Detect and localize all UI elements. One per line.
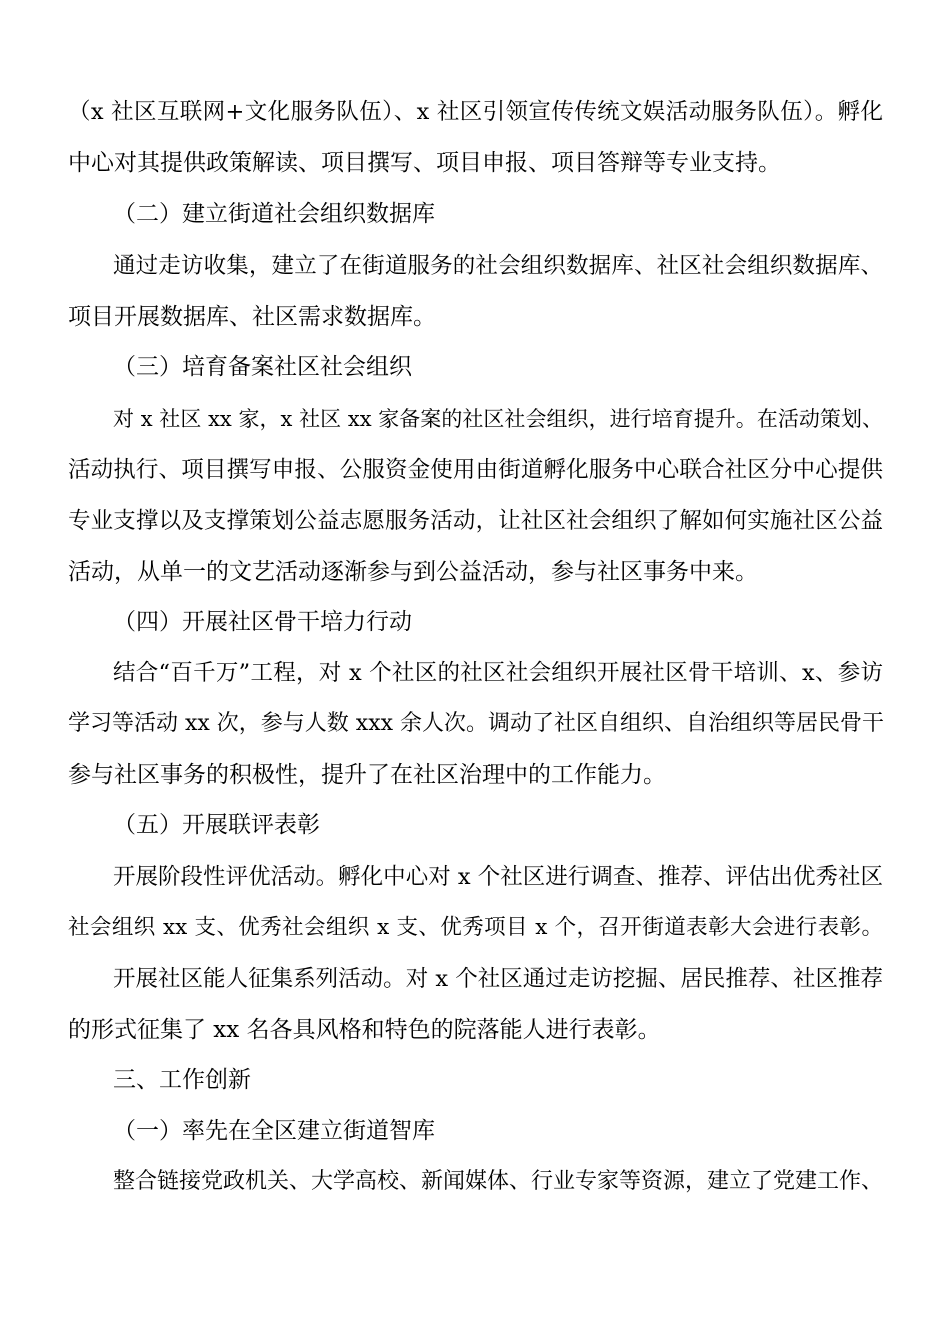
- paragraph-line: 专业支撑以及支撑策划公益志愿服务活动，让社区社会组织了解如何实施社区公益: [68, 508, 883, 534]
- section-heading: （四）开展社区骨干培力行动: [113, 609, 412, 635]
- paragraph-line: 参与社区事务的积极性，提升了在社区治理中的工作能力。: [68, 762, 666, 788]
- paragraph-line: 结合“百千万”工程，对 x 个社区的社区社会组织开展社区骨干培训、x、参访: [113, 660, 883, 686]
- paragraph-line: 学习等活动 xx 次，参与人数 xxx 余人次。调动了社区自组织、自治组织等居民骨干: [68, 711, 885, 736]
- chapter-heading: 三、工作创新: [113, 1067, 251, 1093]
- paragraph-line: 开展阶段性评优活动。孵化中心对 x 个社区进行调查、推荐、评估出优秀社区: [113, 864, 883, 890]
- paragraph-line: 社会组织 xx 支、优秀社会组织 x 支、优秀项目 x 个，召开街道表彰大会进行表彰。: [68, 915, 883, 940]
- paragraph-line: 的形式征集了 xx 名各具风格和特色的院落能人进行表彰。: [68, 1017, 661, 1043]
- paragraph-line: 活动，从单一的文艺活动逐渐参与到公益活动，参与社区事务中来。: [68, 559, 758, 585]
- paragraph-line: （x 社区互联网+文化服务队伍）、x 社区引领宣传传统文娱活动服务队伍）。孵化: [68, 99, 883, 125]
- section-heading: （一）率先在全区建立街道智库: [113, 1118, 435, 1144]
- section-heading: （二）建立街道社会组织数据库: [113, 201, 435, 227]
- section-heading: （三）培育备案社区社会组织: [113, 354, 412, 380]
- paragraph-line: 对 x 社区 xx 家，x 社区 xx 家备案的社区社会组织，进行培育提升。在活动策划、: [113, 407, 883, 431]
- paragraph-line: 活动执行、项目撰写申报、公服资金使用由街道孵化服务中心联合社区分中心提供: [68, 457, 883, 483]
- paragraph-line: 整合链接党政机关、大学高校、新闻媒体、行业专家等资源，建立了党建工作、: [113, 1169, 884, 1194]
- paragraph-line: 中心对其提供政策解读、项目撰写、项目申报、项目答辩等专业支持。: [68, 150, 781, 176]
- paragraph-line: 项目开展数据库、社区需求数据库。: [68, 304, 436, 330]
- section-heading: （五）开展联评表彰: [113, 812, 320, 838]
- paragraph-line: 开展社区能人征集系列活动。对 x 个社区通过走访挖掘、居民推荐、社区推荐: [113, 966, 883, 992]
- paragraph-line: 通过走访收集，建立了在街道服务的社会组织数据库、社区社会组织数据库、: [113, 253, 883, 279]
